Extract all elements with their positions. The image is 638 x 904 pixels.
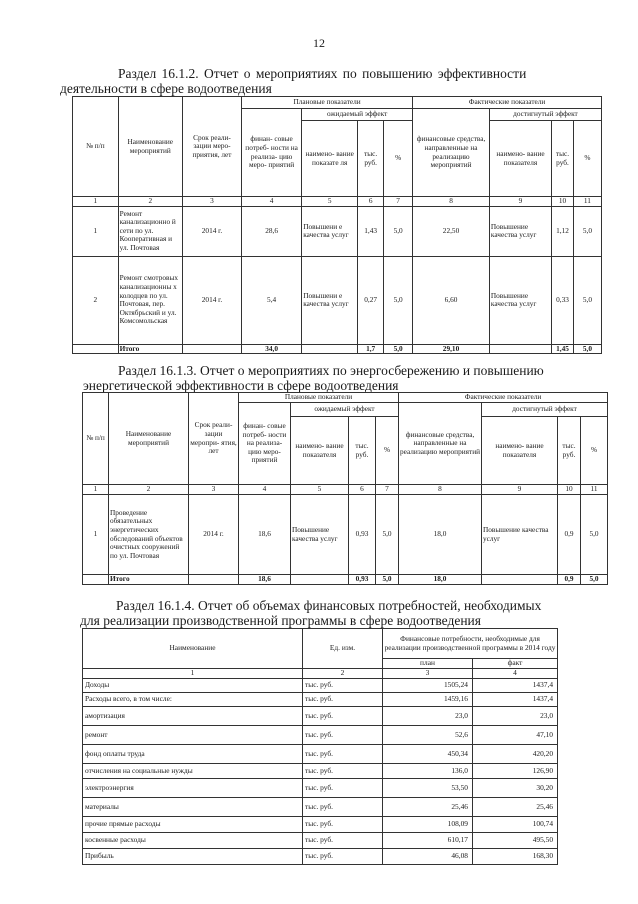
item-name: Расходы всего, в том числе: [83,693,303,707]
table-row [83,798,558,817]
table-row [83,679,558,693]
achieved-effect-rub: 0,33 [552,256,574,344]
row-num: 1 [73,206,119,256]
item-unit: тыс. руб. [303,779,383,798]
section-title-line: для реализации производственной программы в сфере водоотведения [80,613,481,628]
item-fact-value: 30,20 [473,779,558,798]
item-fact-value: 1437,4 [473,693,558,707]
total-fin-funds: 18,0 [399,575,482,585]
measure-term: 2014 г. [182,256,241,344]
measure-term: 2014 г. [182,206,241,256]
table-row [83,833,558,849]
item-plan-value: 52,6 [383,726,473,745]
col-achieved-name-header: наимено- вание показателя [489,121,551,197]
actual-fin-funds: 22,50 [413,206,490,256]
col-unit-header: Ед. изм. [303,629,383,669]
column-number: 4 [242,197,302,207]
total-achieved-rub: 1,45 [552,344,574,354]
measure-name: Ремонт смотровых канализационны х колодцев по ул. Почтовая, пер. Октябрьский и ул. Комсомольская [118,256,182,344]
column-number: 5 [291,485,349,495]
col-name-header: Наименование мероприятий [118,97,182,197]
measure-name: Ремонт канализационно й сети по ул. Кооперативная и ул. Почтовая [118,206,182,256]
total-label: Итого [118,344,182,354]
expected-effect-name: Повышени е качества услуг [302,206,358,256]
achieved-effect-pct: 5,0 [581,495,608,575]
column-number: 3 [189,485,239,495]
total-achieved-pct: 5,0 [581,575,608,585]
item-name: отчисления на социальные нужды [83,764,303,779]
col-fin-funds-header: финансовые средства, направленные на реализацию мероприятий [413,109,490,197]
item-unit: тыс. руб. [303,679,383,693]
col-fin-need-header: финан- совые потреб- ности на реализа- цию меро- приятий [242,109,302,197]
section-title-line: Раздел 16.1.2. Отчет о мероприятиях по повышению эффективности [118,66,527,81]
item-plan-value: 136,0 [383,764,473,779]
planned-fin-need: 5,4 [242,256,302,344]
achieved-effect-rub: 1,12 [552,206,574,256]
item-plan-value: 1505,24 [383,679,473,693]
item-unit: тыс. руб. [303,726,383,745]
item-fact-value: 168,30 [473,849,558,865]
column-number: 3 [182,197,241,207]
column-number: 11 [573,197,601,207]
item-name: амортизация [83,707,303,726]
planned-header: Плановые показатели [239,393,399,403]
table-row [83,764,558,779]
item-name: Прибыль [83,849,303,865]
actual-header: Фактические показатели [413,97,602,109]
item-unit: тыс. руб. [303,849,383,865]
expected-effect-rub: 1,43 [358,206,384,256]
expected-effect-rub: 0,93 [349,495,376,575]
col-num-header: № п/п [83,393,109,485]
item-name: электроэнергия [83,779,303,798]
column-number: 8 [413,197,490,207]
col-fin-funds-header: финансовые средства, направленные на реализацию мероприятий [399,403,482,485]
column-number: 5 [302,197,358,207]
expected-effect-pct: 5,0 [384,206,413,256]
col-pct-header: % [573,121,601,197]
column-number: 7 [376,485,399,495]
total-fin-funds: 29,10 [413,344,490,354]
table-row [83,495,608,575]
column-number: 8 [399,485,482,495]
row-num: 2 [73,256,119,344]
column-number: 6 [349,485,376,495]
achieved-effect-name: Повышение качества услуг [489,206,551,256]
table-row [83,707,558,726]
item-name: материалы [83,798,303,817]
row-num: 1 [83,495,109,575]
total-achieved-rub: 0,9 [558,575,581,585]
fin-need-header: Финансовые потребности, необходимые для реализации производственной программы в 2014 году [383,629,558,659]
column-numbers-row [83,669,558,679]
achieved-effect-pct: 5,0 [573,206,601,256]
table-row [73,256,602,344]
item-unit: тыс. руб. [303,833,383,849]
table-row [73,206,602,256]
item-name: косвенные расходы [83,833,303,849]
total-fin-need: 34,0 [242,344,302,354]
achieved-effect-header: достигнутый эффект [489,109,601,121]
expected-effect-header: ожидаемый эффект [291,403,399,417]
section-16-1-4-title [80,598,541,628]
item-plan-value: 108,09 [383,817,473,833]
expected-effect-pct: 5,0 [384,256,413,344]
item-plan-value: 610,17 [383,833,473,849]
total-pct: 5,0 [384,344,413,354]
item-plan-value: 46,08 [383,849,473,865]
item-plan-value: 53,50 [383,779,473,798]
item-unit: тыс. руб. [303,707,383,726]
col-fact-header: факт [473,659,558,669]
col-effect-name-header: наимено- вание показате ля [302,121,358,197]
column-number: 10 [558,485,581,495]
expected-effect-header: ожидаемый эффект [302,109,413,121]
planned-fin-need: 18,6 [239,495,291,575]
column-number: 6 [358,197,384,207]
actual-fin-funds: 6,60 [413,256,490,344]
section-title-line: Раздел 16.1.4. Отчет об объемах финансовых потребностей, необходимых [116,598,542,613]
total-rub: 0,93 [349,575,376,585]
item-plan-value: 25,46 [383,798,473,817]
item-name: фонд оплаты труда [83,745,303,764]
table-row [83,849,558,865]
item-fact-value: 100,74 [473,817,558,833]
col-effect-name-header: наимено- вание показателя [291,417,349,485]
section-title-line: деятельности в сфере водоотведения [60,81,272,96]
column-number: 3 [383,669,473,679]
item-fact-value: 23,0 [473,707,558,726]
table-row [83,817,558,833]
col-pct-header: % [384,121,413,197]
table-row [83,745,558,764]
col-pct-header: % [581,417,608,485]
efficiency-measures-table [72,96,602,354]
item-name: Доходы [83,679,303,693]
financial-needs-table [82,628,558,865]
item-unit: тыс. руб. [303,745,383,764]
financial-needs-rows [83,679,558,865]
column-number: 2 [109,485,189,495]
item-fact-value: 47,10 [473,726,558,745]
measure-term: 2014 г. [189,495,239,575]
section-16-1-3-title [83,363,544,393]
total-row [73,344,602,354]
achieved-effect-pct: 5,0 [573,256,601,344]
col-term-header: Срок реали- зации меропри- ятия, лет [189,393,239,485]
column-number: 2 [303,669,383,679]
item-plan-value: 450,34 [383,745,473,764]
col-name-header: Наименование [83,629,303,669]
column-number: 9 [482,485,558,495]
column-number: 1 [83,485,109,495]
total-row [83,575,608,585]
col-name-header: Наименование мероприятий [109,393,189,485]
col-plan-header: план [383,659,473,669]
column-numbers-row [73,197,602,207]
col-term-header: Срок реали- зации меро- приятия, лет [182,97,241,197]
column-number: 4 [473,669,558,679]
item-unit: тыс. руб. [303,764,383,779]
item-fact-value: 126,90 [473,764,558,779]
expected-effect-rub: 0,27 [358,256,384,344]
col-rub-header: тыс. руб. [552,121,574,197]
energy-saving-table [82,392,608,585]
measure-name: Проведение обязательных энергетических обследований объектов очистных сооружений по ул. Почтовая [109,495,189,575]
planned-header: Плановые показатели [242,97,413,109]
item-unit: тыс. руб. [303,693,383,707]
expected-effect-name: Повышение качества услуг [291,495,349,575]
actual-fin-funds: 18,0 [399,495,482,575]
col-rub-header: тыс. руб. [358,121,384,197]
item-unit: тыс. руб. [303,817,383,833]
item-name: прочие прямые расходы [83,817,303,833]
achieved-effect-name: Повышение качества услуг [489,256,551,344]
page-number: 12 [313,36,325,50]
item-fact-value: 1437,4 [473,679,558,693]
total-rub: 1,7 [358,344,384,354]
achieved-effect-name: Повышение качества услуг [482,495,558,575]
total-pct: 5,0 [376,575,399,585]
item-plan-value: 23,0 [383,707,473,726]
column-number: 10 [552,197,574,207]
col-pct-header: % [376,417,399,485]
total-label: Итого [109,575,189,585]
column-number: 4 [239,485,291,495]
item-plan-value: 1459,16 [383,693,473,707]
column-number: 2 [118,197,182,207]
item-unit: тыс. руб. [303,798,383,817]
table-row [83,726,558,745]
achieved-effect-rub: 0,9 [558,495,581,575]
column-number: 9 [489,197,551,207]
col-rub-header: тыс. руб. [349,417,376,485]
total-fin-need: 18,6 [239,575,291,585]
expected-effect-pct: 5,0 [376,495,399,575]
column-numbers-row [83,485,608,495]
total-achieved-pct: 5,0 [573,344,601,354]
col-rub-header: тыс. руб. [558,417,581,485]
table-row [83,693,558,707]
actual-header: Фактические показатели [399,393,608,403]
achieved-effect-header: достигнутый эффект [482,403,608,417]
section-title-line: Раздел 16.1.3. Отчет о мероприятиях по энергосбережению и повышению [118,363,544,378]
column-number: 1 [83,669,303,679]
planned-fin-need: 28,6 [242,206,302,256]
col-num-header: № п/п [73,97,119,197]
expected-effect-name: Повышени е качества услуг [302,256,358,344]
item-name: ремонт [83,726,303,745]
item-fact-value: 25,46 [473,798,558,817]
table-row [83,779,558,798]
column-number: 1 [73,197,119,207]
section-title-line: энергетической эффективности в сфере водоотведения [83,378,399,393]
column-number: 7 [384,197,413,207]
column-number: 11 [581,485,608,495]
item-fact-value: 420,20 [473,745,558,764]
item-fact-value: 495,50 [473,833,558,849]
col-fin-need-header: финан- совые потреб- ности на реализа- цию меро- приятий [239,403,291,485]
col-achieved-name-header: наимено- вание показателя [482,417,558,485]
section-16-1-2-title [60,66,526,96]
